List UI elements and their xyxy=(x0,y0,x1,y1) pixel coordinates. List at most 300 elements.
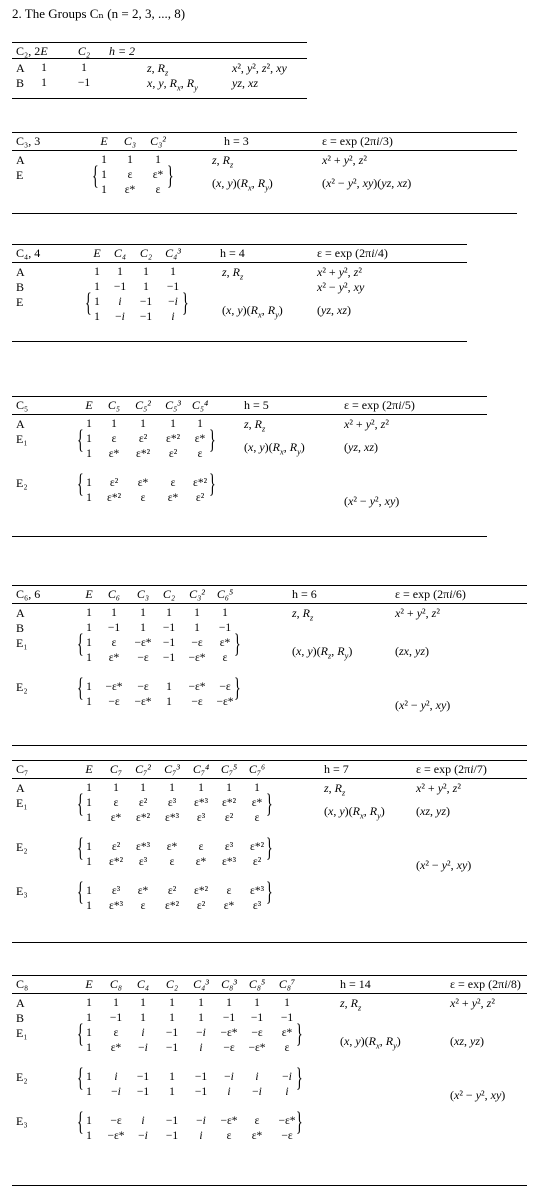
character-value: ε*² xyxy=(106,492,122,504)
table-rule xyxy=(12,150,517,151)
irrep-label: E₃ xyxy=(16,1114,28,1128)
epsilon-definition: ε = exp (2πi/5) xyxy=(344,398,415,412)
character-value: 1 xyxy=(198,782,204,794)
class-header: C₇⁴ xyxy=(192,762,210,776)
character-value: −ε xyxy=(191,696,203,708)
character-value: 1 xyxy=(155,154,161,166)
character-value: ε* xyxy=(194,433,206,445)
character-value: ε xyxy=(254,812,260,824)
right-brace: } xyxy=(234,675,241,704)
irrep-label: E xyxy=(16,168,24,182)
table-rule xyxy=(12,603,527,604)
character-value: ε² xyxy=(196,900,206,912)
character-value: ε xyxy=(113,1027,119,1039)
character-value: ε* xyxy=(195,856,207,868)
character-value: 1 xyxy=(254,997,260,1009)
quadratic-functions: (x² − y², xy) xyxy=(395,698,451,712)
character-value: 1 xyxy=(194,607,200,619)
character-value: 1 xyxy=(140,622,146,634)
character-value: 1 xyxy=(41,62,47,74)
character-value: i xyxy=(199,1042,203,1054)
character-value: 1 xyxy=(140,997,146,1009)
table-rule xyxy=(12,993,527,994)
table-rule xyxy=(12,585,527,586)
quadratic-functions: (zx, yz) xyxy=(395,644,429,658)
character-value: ε*² xyxy=(108,856,124,868)
character-value: ε³ xyxy=(252,900,262,912)
order-label: h = 6 xyxy=(292,587,317,601)
class-header: C₂ xyxy=(139,246,153,260)
class-header: C₂ xyxy=(162,587,176,601)
character-value: ε* xyxy=(137,477,149,489)
left-brace: { xyxy=(77,791,84,820)
class-header: C₈ xyxy=(109,977,123,991)
character-value: 1 xyxy=(86,1071,92,1083)
table-rule xyxy=(12,536,487,537)
page-heading: 2. The Groups Cₙ (n = 2, 3, ..., 8) xyxy=(12,6,186,21)
character-value: −ε* xyxy=(188,681,206,693)
character-value: 1 xyxy=(254,782,260,794)
right-brace: } xyxy=(266,835,273,864)
character-value: 1 xyxy=(86,1130,92,1142)
character-value: 1 xyxy=(94,296,100,308)
character-value: −i xyxy=(138,1130,148,1142)
table-rule xyxy=(12,213,517,214)
quadratic-functions: (yz, xz) xyxy=(344,440,378,454)
left-brace: { xyxy=(77,879,84,908)
character-value: 1 xyxy=(86,1086,92,1098)
linear-functions: z, $R_z$ xyxy=(324,781,346,798)
right-brace: } xyxy=(296,1021,303,1050)
character-value: ε xyxy=(169,856,175,868)
character-value: 1 xyxy=(226,997,232,1009)
character-value: ε xyxy=(197,448,203,460)
character-value: −i xyxy=(252,1086,262,1098)
character-value: −ε xyxy=(191,637,203,649)
character-value: −ε xyxy=(108,696,120,708)
table-rule xyxy=(12,942,527,943)
linear-functions: z, $R_z$ xyxy=(340,996,362,1013)
character-value: ε xyxy=(222,652,228,664)
character-value: ε*³ xyxy=(108,900,124,912)
quadratic-functions: x² + y², z² xyxy=(344,417,389,431)
class-header: C₄³ xyxy=(165,246,181,260)
character-value: ε xyxy=(140,900,146,912)
character-value: ε xyxy=(113,797,119,809)
class-header: C₇² xyxy=(135,762,151,776)
character-value: −ε* xyxy=(107,1130,125,1142)
character-value: 1 xyxy=(86,782,92,794)
character-value: i xyxy=(114,1071,118,1083)
right-brace: } xyxy=(209,471,216,500)
character-value: ε* xyxy=(251,1130,263,1142)
character-value: ε* xyxy=(281,1027,293,1039)
class-header: E xyxy=(93,246,101,260)
class-header: C₄³ xyxy=(193,977,209,991)
character-value: ε* xyxy=(108,652,120,664)
linear-functions: z, $R_z$ xyxy=(244,417,266,434)
character-value: −i xyxy=(196,1027,206,1039)
irrep-label: E₁ xyxy=(16,1026,28,1040)
class-header: C₈⁷ xyxy=(278,977,296,991)
character-value: 1 xyxy=(86,1012,92,1024)
class-header: C₈³ xyxy=(221,977,237,991)
character-value: ε* xyxy=(251,797,263,809)
linear-functions: z, $R_z$ xyxy=(212,153,234,170)
character-value: −1 xyxy=(77,77,91,89)
character-value: 1 xyxy=(111,607,117,619)
character-value: 1 xyxy=(86,637,92,649)
character-value: −ε xyxy=(110,1115,122,1127)
table-rule xyxy=(12,414,487,415)
epsilon-definition: ε = exp (2πi/4) xyxy=(317,246,388,260)
table-rule xyxy=(12,396,487,397)
character-value: ε xyxy=(170,477,176,489)
character-value: 1 xyxy=(140,782,146,794)
character-value: −1 xyxy=(165,1027,179,1039)
character-value: 1 xyxy=(86,492,92,504)
character-value: ε*² xyxy=(165,433,181,445)
linear-functions: (x, $y)(R_x$, $R_y$) xyxy=(244,440,305,457)
linear-functions: (x, $y)(R_z$, $R_y$) xyxy=(292,644,353,661)
left-brace: { xyxy=(92,163,99,192)
table-rule xyxy=(12,244,467,245)
character-value: 1 xyxy=(101,184,107,196)
irrep-label: B xyxy=(16,280,25,294)
character-value: −ε* xyxy=(278,1115,296,1127)
character-value: 1 xyxy=(94,266,100,278)
class-header: C₂ xyxy=(77,44,91,58)
irrep-label: A xyxy=(16,606,25,620)
character-value: ε* xyxy=(110,1042,122,1054)
character-value: 1 xyxy=(143,281,149,293)
character-value: 1 xyxy=(86,477,92,489)
irrep-label: A xyxy=(16,781,25,795)
character-value: ε² xyxy=(252,856,262,868)
character-value: −1 xyxy=(165,1115,179,1127)
character-value: ε* xyxy=(137,885,149,897)
character-value: −1 xyxy=(136,1071,150,1083)
table-group-label: C₅ xyxy=(16,398,29,412)
character-value: 1 xyxy=(140,418,146,430)
table-rule xyxy=(12,745,527,746)
character-value: ε² xyxy=(168,448,178,460)
linear-functions: z, $R_z$ xyxy=(147,61,169,78)
character-value: −1 xyxy=(165,1130,179,1142)
character-value: ε*² xyxy=(135,448,151,460)
class-header: C₃² xyxy=(189,587,205,601)
character-value: ε xyxy=(127,169,133,181)
character-value: 1 xyxy=(86,418,92,430)
quadratic-functions: (x² − y², xy) xyxy=(416,858,472,872)
irrep-label: A xyxy=(16,996,25,1010)
character-value: −ε* xyxy=(220,1115,238,1127)
irrep-label: A xyxy=(16,265,25,279)
class-header: C₅ xyxy=(107,398,121,412)
right-brace: } xyxy=(234,631,241,660)
character-value: ε* xyxy=(223,900,235,912)
character-value: i xyxy=(227,1086,231,1098)
character-value: ε² xyxy=(195,492,205,504)
character-value: ε*³ xyxy=(221,856,237,868)
right-brace: } xyxy=(296,1065,303,1094)
character-value: 1 xyxy=(169,1086,175,1098)
linear-functions: z, $R_z$ xyxy=(292,606,314,623)
class-header: E xyxy=(85,587,93,601)
character-value: ε² xyxy=(167,885,177,897)
character-value: 1 xyxy=(94,311,100,323)
character-value: 1 xyxy=(113,997,119,1009)
character-value: ε* xyxy=(219,637,231,649)
character-value: −ε xyxy=(223,1042,235,1054)
character-value: 1 xyxy=(169,1071,175,1083)
class-header: E xyxy=(85,762,93,776)
table-group-label: C₃, 3 xyxy=(16,134,41,148)
character-value: i xyxy=(118,296,122,308)
class-header: E xyxy=(85,977,93,991)
character-value: ε² xyxy=(109,477,119,489)
left-brace: { xyxy=(85,290,92,319)
character-value: −i xyxy=(196,1115,206,1127)
class-header: C₃ xyxy=(136,587,150,601)
epsilon-definition: ε = exp (2πi/3) xyxy=(322,134,393,148)
character-value: −i xyxy=(224,1071,234,1083)
character-value: ε xyxy=(226,1130,232,1142)
character-value: ε xyxy=(140,492,146,504)
linear-functions: (x, $y)(R_x$, $R_y$) xyxy=(324,804,385,821)
character-value: i xyxy=(171,311,175,323)
irrep-label: B xyxy=(16,621,25,635)
character-value: −1 xyxy=(139,296,153,308)
linear-functions: x, y, $R_x$, $R_y$ xyxy=(147,76,198,93)
character-value: −ε xyxy=(137,652,149,664)
character-value: 1 xyxy=(140,607,146,619)
character-value: 1 xyxy=(86,607,92,619)
character-value: −1 xyxy=(162,652,176,664)
character-value: ε* xyxy=(110,812,122,824)
character-value: ε*³ xyxy=(249,885,265,897)
table-rule xyxy=(12,975,527,976)
character-value: 1 xyxy=(170,266,176,278)
character-value: ε* xyxy=(166,841,178,853)
character-value: −1 xyxy=(250,1012,264,1024)
class-header: C₈⁵ xyxy=(248,977,266,991)
quadratic-functions: x² + y², z² xyxy=(416,781,461,795)
character-value: ε*² xyxy=(192,477,208,489)
character-value: −ε* xyxy=(188,652,206,664)
character-value: i xyxy=(255,1071,259,1083)
character-value: ε* xyxy=(108,448,120,460)
character-value: 1 xyxy=(86,1115,92,1127)
character-value: ε* xyxy=(167,492,179,504)
character-value: −ε* xyxy=(134,637,152,649)
table-rule xyxy=(12,58,307,59)
order-label: h = 5 xyxy=(244,398,269,412)
character-value: 1 xyxy=(101,154,107,166)
quadratic-functions: (xz, yz) xyxy=(416,804,450,818)
character-value: −1 xyxy=(107,622,121,634)
left-brace: { xyxy=(77,835,84,864)
character-value: ε² xyxy=(224,812,234,824)
right-brace: } xyxy=(182,290,189,319)
table-rule xyxy=(12,98,307,99)
character-value: 1 xyxy=(86,797,92,809)
left-brace: { xyxy=(77,631,84,660)
quadratic-functions: (x² − y², xy) xyxy=(344,494,400,508)
character-value: 1 xyxy=(41,77,47,89)
character-value: ε² xyxy=(138,797,148,809)
character-value: 1 xyxy=(222,607,228,619)
character-value: −1 xyxy=(194,1071,208,1083)
character-value: 1 xyxy=(117,266,123,278)
class-header: C₇³ xyxy=(164,762,180,776)
table-rule xyxy=(12,341,467,342)
class-header: E xyxy=(85,398,93,412)
character-value: i xyxy=(199,1130,203,1142)
character-value: −1 xyxy=(113,281,127,293)
character-value: ε² xyxy=(138,433,148,445)
character-value: 1 xyxy=(169,997,175,1009)
character-value: ε xyxy=(198,841,204,853)
class-header: h = 2 xyxy=(108,44,136,58)
irrep-label: B xyxy=(16,76,25,90)
linear-functions: (x, $y)(R_x$, $R_y$) xyxy=(340,1034,401,1051)
character-value: −i xyxy=(138,1042,148,1054)
character-value: 1 xyxy=(226,782,232,794)
class-header: E xyxy=(100,134,108,148)
character-value: 1 xyxy=(94,281,100,293)
character-value: 1 xyxy=(81,62,87,74)
irrep-label: E₁ xyxy=(16,432,28,446)
character-value: 1 xyxy=(166,696,172,708)
irrep-label: A xyxy=(16,417,25,431)
character-value: ε*² xyxy=(164,900,180,912)
quadratic-functions: x² − y², xy xyxy=(317,280,365,294)
character-value: ε* xyxy=(152,169,164,181)
character-value: 1 xyxy=(198,1012,204,1024)
character-value: 1 xyxy=(86,900,92,912)
character-value: ε*² xyxy=(221,797,237,809)
class-header: C₇ xyxy=(109,762,123,776)
character-value: 1 xyxy=(86,433,92,445)
linear-functions: (x, $y)(R_x$, $R_y$) xyxy=(222,303,283,320)
irrep-label: E₂ xyxy=(16,840,28,854)
character-value: ε* xyxy=(124,184,136,196)
irrep-label: A xyxy=(16,61,25,75)
character-value: −1 xyxy=(136,1086,150,1098)
character-value: i xyxy=(141,1027,145,1039)
character-value: −1 xyxy=(194,1086,208,1098)
epsilon-definition: ε = exp (2πi/6) xyxy=(395,587,466,601)
character-value: 1 xyxy=(86,1042,92,1054)
character-value: ε xyxy=(284,1042,290,1054)
character-value: 1 xyxy=(86,696,92,708)
character-value: −ε* xyxy=(248,1042,266,1054)
character-value: 1 xyxy=(198,997,204,1009)
irrep-label: E₂ xyxy=(16,1070,28,1084)
character-value: 1 xyxy=(86,448,92,460)
table-rule xyxy=(12,760,527,761)
character-value: 1 xyxy=(86,812,92,824)
order-label: h = 14 xyxy=(340,977,371,991)
character-value: ε*³ xyxy=(164,812,180,824)
irrep-label: B xyxy=(16,1011,25,1025)
character-value: 1 xyxy=(86,681,92,693)
character-value: ε³ xyxy=(224,841,234,853)
class-header: C₅² xyxy=(135,398,151,412)
character-value: 1 xyxy=(86,856,92,868)
character-value: 1 xyxy=(169,1012,175,1024)
table-group-label: C₄, 4 xyxy=(16,246,41,260)
table-rule xyxy=(12,262,467,263)
right-brace: } xyxy=(209,427,216,456)
left-brace: { xyxy=(77,1021,84,1050)
class-header: C₅³ xyxy=(165,398,181,412)
character-value: −ε* xyxy=(216,696,234,708)
character-value: −1 xyxy=(139,311,153,323)
character-value: i xyxy=(141,1115,145,1127)
irrep-label: E₁ xyxy=(16,796,28,810)
irrep-label: E₂ xyxy=(16,680,28,694)
irrep-label: E₃ xyxy=(16,884,28,898)
character-value: −1 xyxy=(165,1042,179,1054)
irrep-label: E₂ xyxy=(16,476,28,490)
character-value: 1 xyxy=(194,622,200,634)
character-value: 1 xyxy=(169,782,175,794)
quadratic-functions: (xz, yz) xyxy=(450,1034,484,1048)
character-value: −ε xyxy=(251,1027,263,1039)
character-value: 1 xyxy=(111,418,117,430)
irrep-label: E xyxy=(16,295,24,309)
class-header: E xyxy=(40,44,48,58)
left-brace: { xyxy=(77,675,84,704)
character-value: 1 xyxy=(86,841,92,853)
character-value: 1 xyxy=(284,997,290,1009)
character-value: i xyxy=(285,1086,289,1098)
epsilon-definition: ε = exp (2πi/8) xyxy=(450,977,521,991)
character-value: ε³ xyxy=(196,812,206,824)
character-value: 1 xyxy=(86,652,92,664)
character-value: 1 xyxy=(86,997,92,1009)
table-rule xyxy=(12,1185,527,1186)
character-value: 1 xyxy=(113,782,119,794)
table-group-label: C₇ xyxy=(16,762,29,776)
character-value: 1 xyxy=(86,885,92,897)
class-header: C₄ xyxy=(136,977,150,991)
character-value: −1 xyxy=(162,622,176,634)
character-value: ε³ xyxy=(138,856,148,868)
class-header: C₂ xyxy=(165,977,179,991)
character-value: ε*³ xyxy=(135,841,151,853)
quadratic-functions: x² + y², z² xyxy=(317,265,362,279)
character-value: −1 xyxy=(166,281,180,293)
right-brace: } xyxy=(167,163,174,192)
quadratic-functions: x² + y², z² xyxy=(322,153,367,167)
table-group-label: C₆, 6 xyxy=(16,587,41,601)
quadratic-functions: (x² − y², xy) xyxy=(450,1088,506,1102)
character-value: ε*³ xyxy=(193,797,209,809)
character-value: ε*² xyxy=(193,885,209,897)
character-value: ε xyxy=(111,433,117,445)
character-value: ε xyxy=(155,184,161,196)
linear-functions: (x, $y)(R_x$, $R_y$) xyxy=(212,176,273,193)
order-label: h = 3 xyxy=(224,134,249,148)
table-rule xyxy=(12,42,307,43)
character-value: −ε xyxy=(137,681,149,693)
quadratic-functions: x², y², z², xy xyxy=(232,61,287,75)
left-brace: { xyxy=(77,1065,84,1094)
character-value: −1 xyxy=(222,1012,236,1024)
